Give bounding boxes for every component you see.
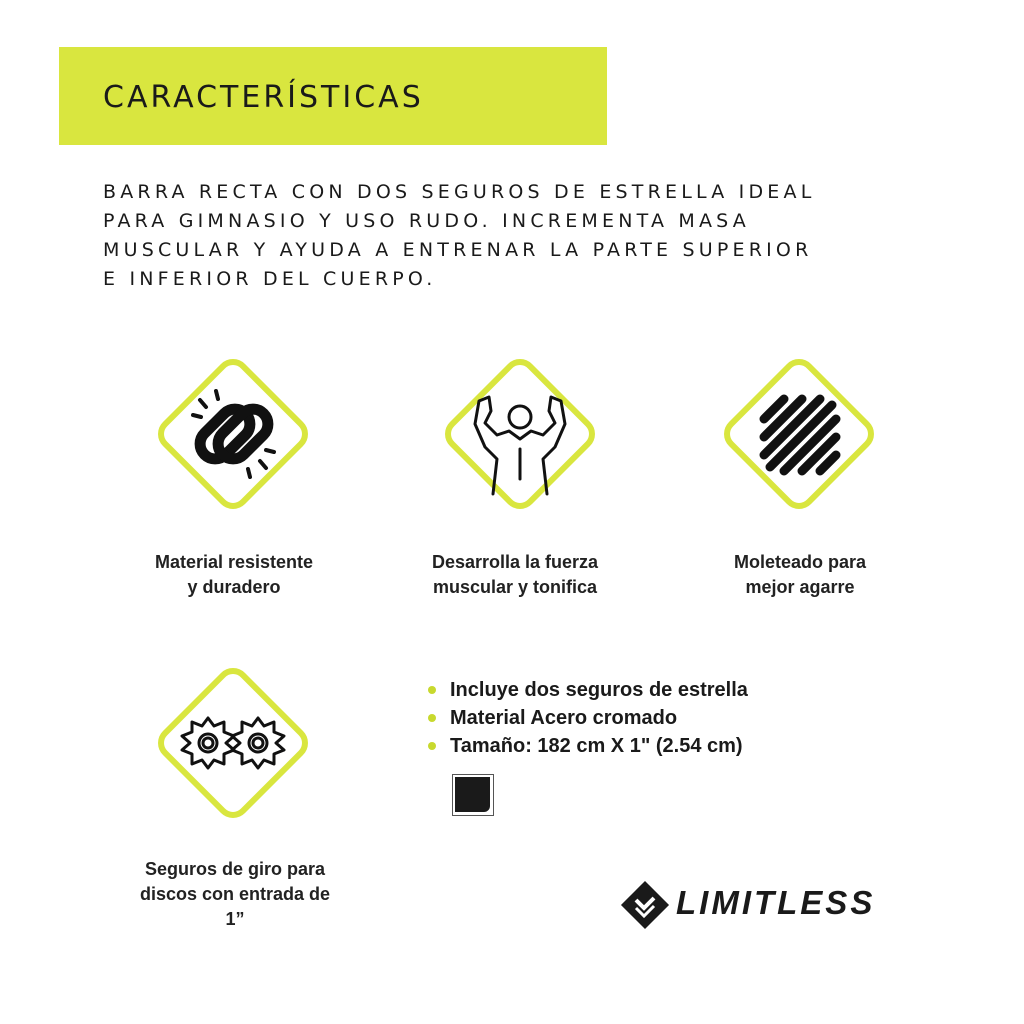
chain-link-icon	[138, 339, 328, 529]
brand-logo	[620, 880, 940, 930]
feature-badge-material	[138, 339, 328, 529]
limitless-logo-icon	[620, 880, 670, 930]
description-line: PARA GIMNASIO Y USO RUDO. INCREMENTA MASA	[103, 210, 750, 232]
feature-badge-strength	[425, 339, 615, 529]
color-swatch-fill	[455, 777, 490, 812]
knurling-pattern-icon	[704, 339, 894, 529]
muscle-man-icon	[425, 339, 615, 529]
list-item	[428, 732, 748, 760]
spec-text: Tamaño: 182 cm X 1" (2.54 cm)	[450, 735, 743, 757]
feature-label-material	[114, 550, 354, 600]
feature-label-line: muscular y tonifica	[432, 577, 598, 597]
feature-label-line: Moleteado para	[733, 552, 867, 572]
list-item	[428, 676, 748, 704]
spec-text: Incluye dos seguros de estrella	[450, 679, 748, 701]
feature-label-line: y duradero	[187, 577, 281, 597]
feature-label-line: Desarrolla la fuerza	[431, 552, 599, 572]
bullet-icon	[428, 686, 436, 694]
page-title: CARACTERÍSTICAS	[103, 80, 424, 115]
feature-label-strength	[395, 550, 635, 600]
star-collars-icon	[138, 648, 328, 838]
feature-label-line: mejor agarre	[745, 577, 855, 597]
spec-list	[428, 676, 748, 760]
product-description	[103, 178, 953, 294]
list-item	[428, 704, 748, 732]
description-line: BARRA RECTA CON DOS SEGUROS DE ESTRELLA IDEAL	[103, 181, 816, 203]
feature-label-line: Seguros de giro para	[144, 859, 326, 879]
bullet-icon	[428, 742, 436, 750]
feature-badge-grip	[704, 339, 894, 529]
feature-label-line: 1”	[225, 909, 245, 929]
feature-label-line: discos con entrada de	[139, 884, 331, 904]
feature-label-grip	[680, 550, 920, 600]
bullet-icon	[428, 714, 436, 722]
feature-badge-collars	[138, 648, 328, 838]
color-swatch[interactable]	[452, 774, 494, 816]
feature-label-collars	[115, 857, 355, 932]
description-line: E INFERIOR DEL CUERPO.	[103, 268, 437, 290]
feature-label-line: Material resistente	[154, 552, 314, 572]
description-line: MUSCULAR Y AYUDA A ENTRENAR LA PARTE SUPERIOR	[103, 239, 813, 261]
spec-text: Material Acero cromado	[450, 707, 678, 729]
brand-name: LIMITLESS	[676, 884, 876, 921]
